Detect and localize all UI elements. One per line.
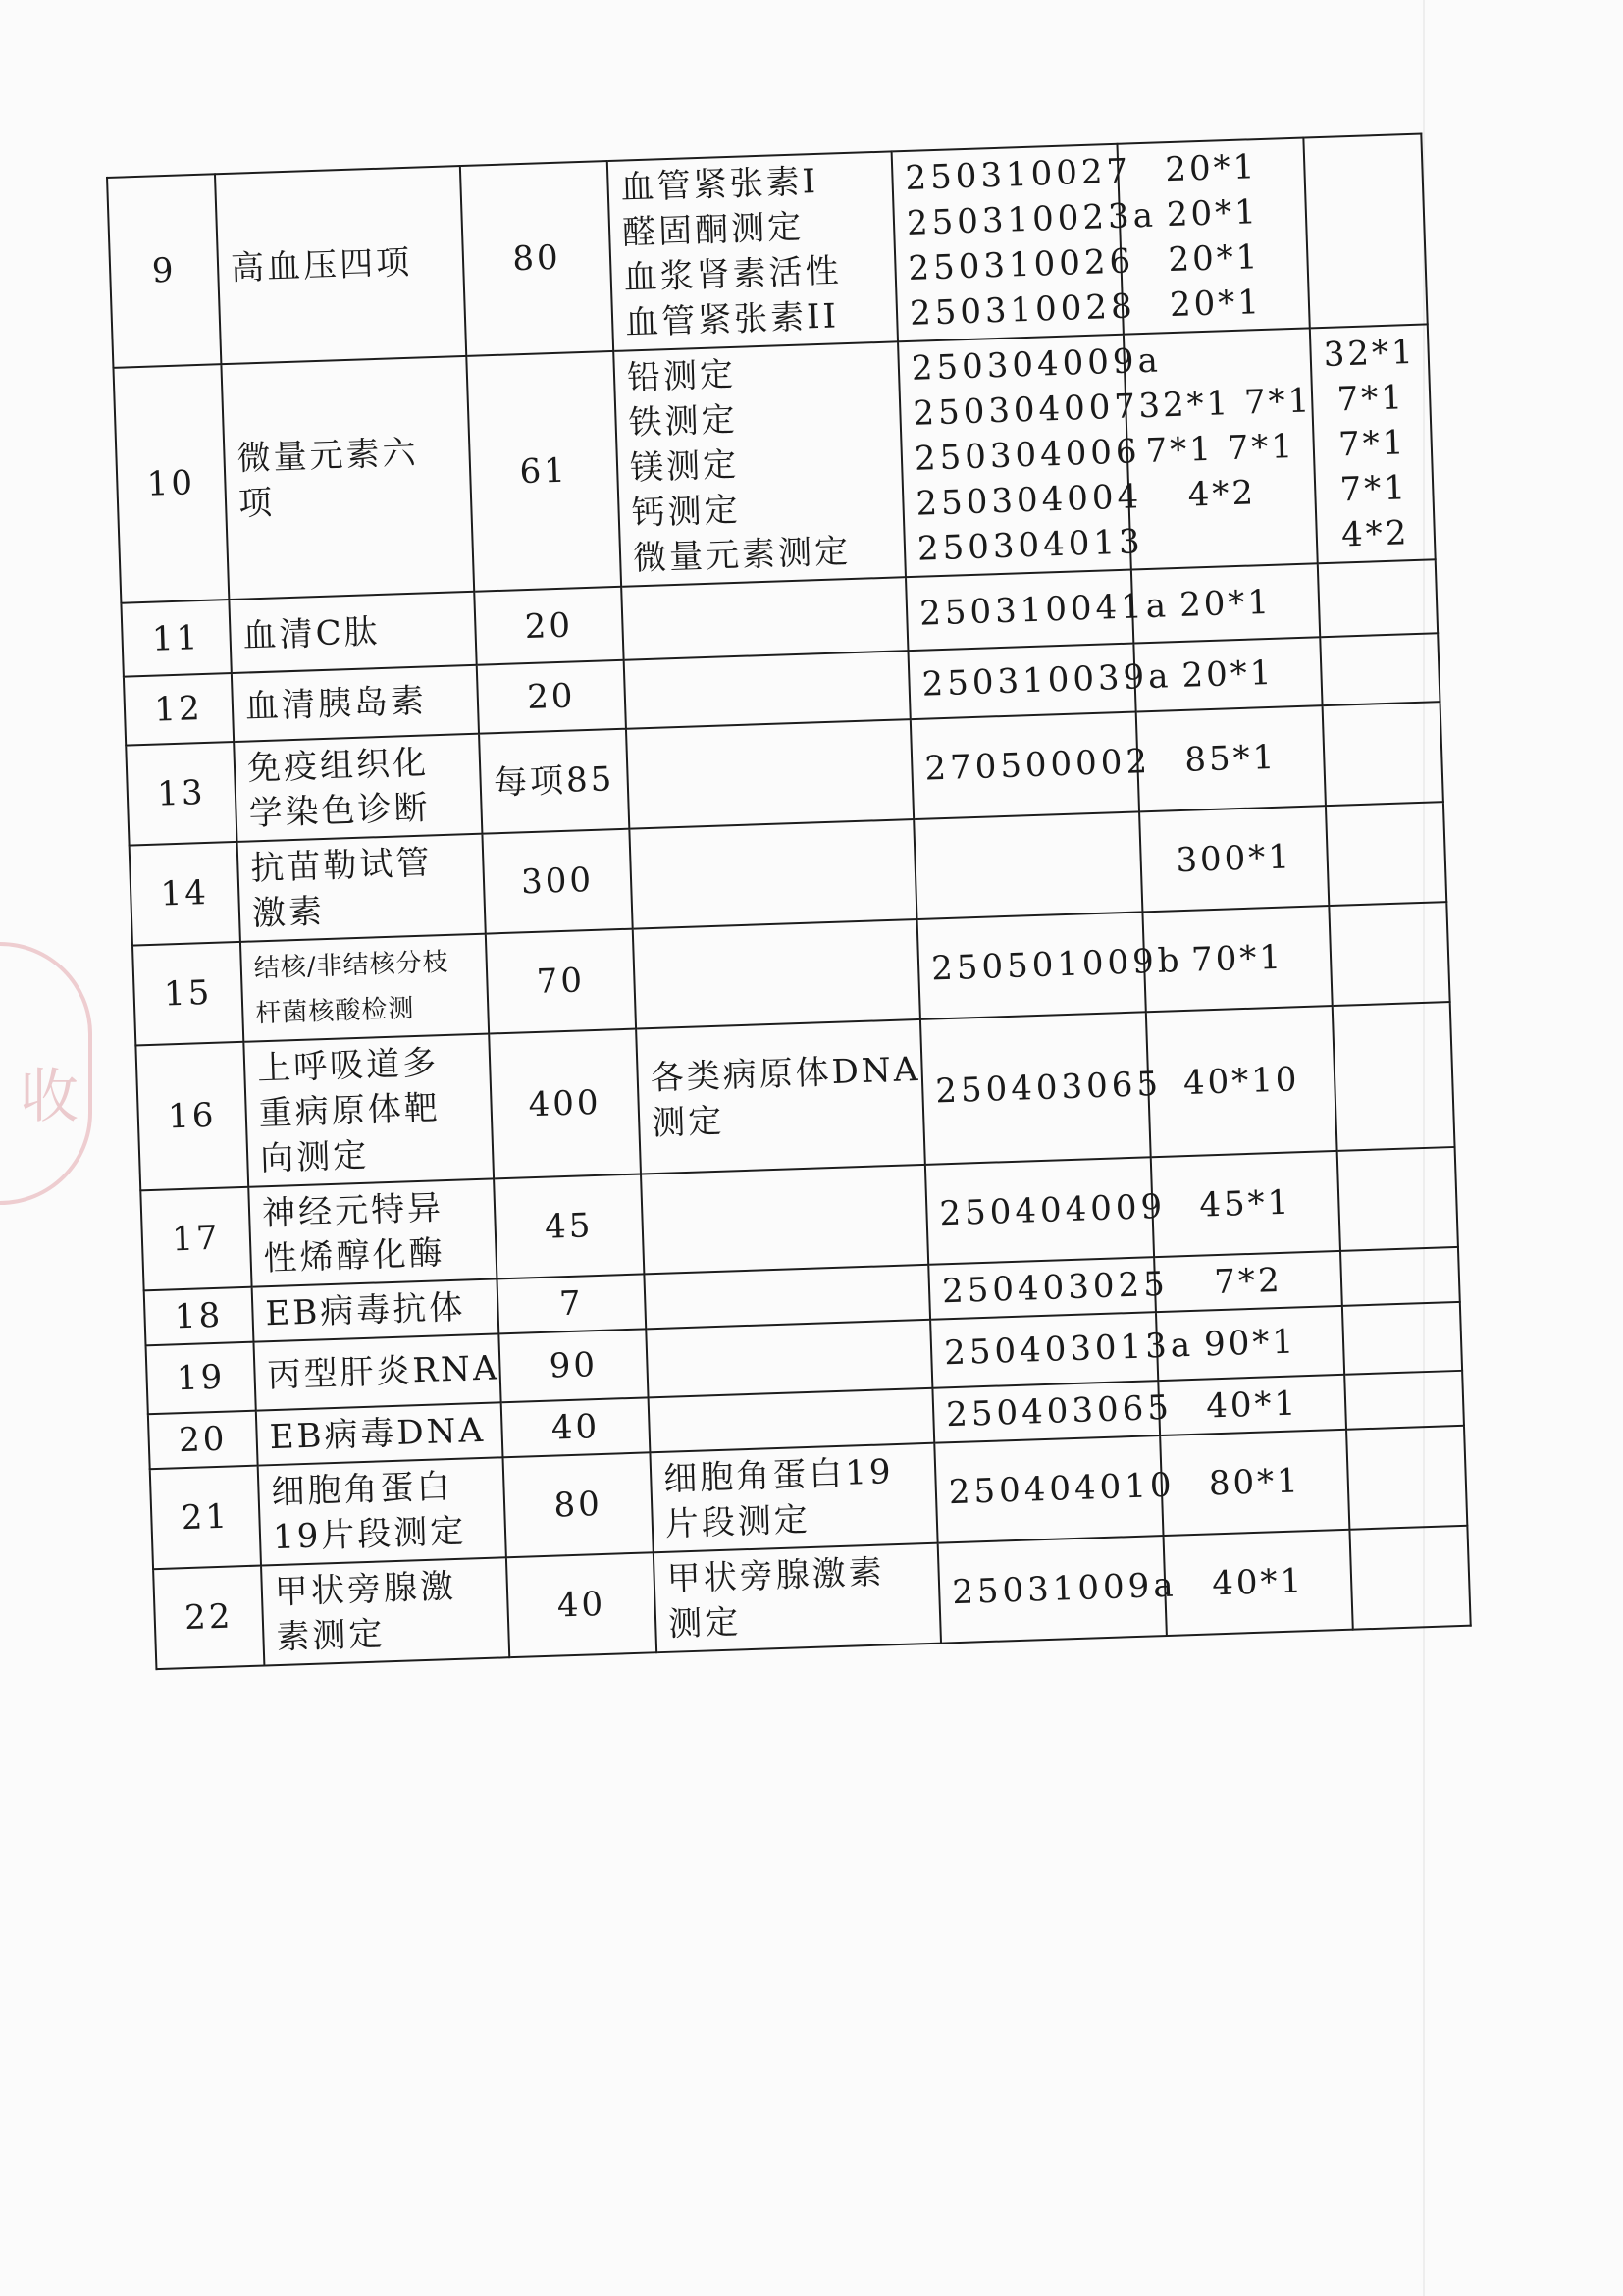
- item-extra: [1326, 802, 1446, 906]
- item-quantity-line: 20*1: [1178, 582, 1273, 625]
- item-code: [928, 1257, 1170, 1320]
- item-price: 90: [498, 1329, 648, 1402]
- item-content-line: 测定: [651, 1101, 725, 1144]
- item-quantity-line: 7*2: [1213, 1260, 1283, 1303]
- item-code: [930, 1312, 1195, 1388]
- item-content: [644, 1265, 930, 1330]
- fee-table-wrapper: [106, 133, 1472, 1671]
- item-name: [253, 1333, 500, 1410]
- item-code-line: 250403065: [934, 1064, 1163, 1112]
- item-name-line: 19片段测定: [272, 1511, 467, 1558]
- item-quantity-line: 80*1: [1208, 1461, 1302, 1504]
- item-name-line: 细胞角蛋白: [270, 1467, 454, 1513]
- item-price: 40: [501, 1397, 651, 1457]
- item-name-line: EB病毒DNA: [269, 1410, 487, 1458]
- item-code-line: 250304004: [915, 477, 1143, 524]
- item-code-line: 250310039a: [920, 656, 1174, 704]
- item-code-line: 250304007: [912, 387, 1140, 434]
- item-quantity: [1151, 1151, 1340, 1257]
- item-quantity-line: 90*1: [1203, 1322, 1297, 1365]
- item-content-line: 片段测定: [664, 1499, 812, 1544]
- item-name-line: 高血压四项: [230, 242, 413, 288]
- row-number: 10: [113, 364, 229, 603]
- item-name-line: 素测定: [275, 1614, 387, 1658]
- item-code: [938, 1536, 1178, 1644]
- item-content: [621, 577, 908, 660]
- item-extra-line: 7*1: [1337, 423, 1408, 465]
- item-quantity-line: 20*1: [1180, 652, 1276, 696]
- item-content-line: 各类病原体DNA: [650, 1049, 921, 1099]
- item-price: 7: [497, 1274, 646, 1333]
- table-row: [113, 324, 1435, 602]
- item-extra: [1333, 1002, 1455, 1151]
- item-quantity: [1154, 1251, 1342, 1312]
- item-name: [237, 834, 486, 942]
- item-name-line: 重病原体靶: [258, 1088, 442, 1134]
- fee-table-body: [107, 134, 1471, 1670]
- item-code-line: 250310026: [907, 241, 1135, 288]
- item-quantity: [1158, 1375, 1346, 1435]
- item-content: [649, 1388, 935, 1453]
- item-quantity-line: 4*2: [1187, 473, 1257, 515]
- item-content-line: 铅测定: [626, 354, 737, 398]
- item-extra-line: 32*1: [1323, 332, 1417, 375]
- item-quantity: [1146, 1006, 1337, 1157]
- item-name-line: 激素: [251, 892, 326, 934]
- item-price: 80: [460, 161, 613, 356]
- item-code-line: 25031009a: [951, 1565, 1178, 1613]
- item-code: [911, 711, 1152, 819]
- item-extra: [1344, 1371, 1464, 1430]
- item-name-line: 血清胰岛素: [244, 681, 428, 727]
- item-code: [917, 912, 1184, 1019]
- item-name: [256, 1402, 503, 1465]
- item-content-line: 血管紧张素I: [620, 161, 819, 208]
- row-number: 17: [140, 1187, 251, 1291]
- item-content: [633, 919, 920, 1029]
- item-content-line: 血浆肾素活性: [623, 251, 843, 298]
- item-name-line: 性烯醇化酶: [263, 1233, 446, 1279]
- item-name: [261, 1557, 509, 1665]
- item-quantity-line: 20*1: [1169, 283, 1263, 326]
- item-name: [252, 1278, 499, 1341]
- row-number: 14: [130, 842, 240, 946]
- row-number: 12: [124, 673, 234, 746]
- item-quantity-line: 40*1: [1205, 1383, 1299, 1427]
- item-quantity-line: 45*1: [1198, 1182, 1292, 1226]
- item-extra: [1323, 702, 1443, 806]
- item-name-line: 神经元特异: [261, 1188, 445, 1234]
- item-quantity-line: 85*1: [1183, 737, 1278, 780]
- item-extra: [1349, 1526, 1470, 1630]
- item-code-line: 250304013: [916, 522, 1145, 569]
- row-number: 20: [148, 1411, 258, 1470]
- red-seal-stamp-glyph: 收: [20, 1063, 79, 1131]
- item-name-line: 血清C肽: [241, 611, 382, 656]
- item-name: [248, 1178, 497, 1286]
- item-extra-line: 4*2: [1340, 513, 1411, 555]
- item-extra: [1310, 324, 1436, 563]
- item-code-line: 270500002: [923, 742, 1152, 789]
- item-code-line: 250404009: [938, 1186, 1167, 1234]
- item-price: 61: [466, 351, 621, 592]
- item-code: [906, 570, 1171, 652]
- item-quantity: [1117, 138, 1309, 335]
- item-name-line: 项: [237, 483, 276, 524]
- item-name-line: 丙型肝炎RNA: [266, 1348, 501, 1396]
- item-name: [243, 1034, 494, 1187]
- item-price: 400: [489, 1029, 641, 1179]
- item-name: [240, 934, 489, 1042]
- item-quantity-line: 40*10: [1182, 1060, 1301, 1104]
- item-content: [636, 1019, 925, 1174]
- item-price: 70: [486, 929, 636, 1034]
- item-quantity-line: 7*1 7*1: [1145, 426, 1296, 472]
- item-code: [925, 1157, 1167, 1265]
- item-name-line: 上呼吸道多: [256, 1043, 440, 1089]
- item-code-line: 250403013a: [943, 1325, 1195, 1374]
- item-price: 每项85: [479, 729, 629, 834]
- item-name: [258, 1457, 506, 1565]
- item-extra: [1342, 1302, 1462, 1375]
- item-content-line: 测定: [667, 1602, 742, 1644]
- row-number: 21: [150, 1466, 261, 1570]
- row-number: 11: [121, 600, 231, 677]
- fee-table: [106, 133, 1472, 1671]
- item-extra: [1320, 633, 1440, 705]
- item-code-line: 250501009b: [930, 941, 1184, 989]
- item-code-line: 250310028: [909, 287, 1137, 334]
- item-extra: [1303, 134, 1427, 329]
- item-extra: [1329, 902, 1449, 1006]
- item-code-line: 250403065: [945, 1387, 1174, 1435]
- item-extra: [1346, 1426, 1467, 1530]
- row-number: 22: [153, 1566, 264, 1670]
- row-number: 19: [146, 1342, 256, 1415]
- item-content: [641, 1165, 928, 1275]
- item-price: 40: [506, 1552, 656, 1657]
- item-content: [650, 1443, 937, 1553]
- item-content: [624, 651, 911, 729]
- item-content: [629, 819, 916, 929]
- item-content-line: 细胞角蛋白19: [662, 1452, 895, 1499]
- item-content: [654, 1543, 941, 1653]
- item-price: 20: [474, 587, 623, 665]
- item-name-line: 微量元素六: [236, 433, 420, 479]
- item-code-line: 250404010: [948, 1465, 1177, 1513]
- item-code-line: 250310023a: [906, 195, 1158, 243]
- row-number: 9: [107, 174, 221, 368]
- item-content: [613, 341, 906, 586]
- item-content-line: 血管紧张素II: [624, 296, 840, 343]
- item-quantity-line: 20*1: [1166, 192, 1260, 235]
- item-quantity: [1164, 1530, 1353, 1636]
- item-price: 80: [503, 1452, 654, 1557]
- item-quantity-line: 20*1: [1167, 237, 1261, 281]
- item-quantity-line: 40*1: [1211, 1561, 1305, 1604]
- item-price: 45: [494, 1174, 644, 1278]
- item-extra: [1340, 1247, 1460, 1306]
- item-quantity-line: 32*1 7*1: [1137, 381, 1313, 427]
- item-content: [646, 1320, 932, 1398]
- item-name-line: 学染色诊断: [247, 788, 432, 834]
- item-name: [221, 356, 474, 600]
- item-name-line: 抗苗勒试管: [249, 843, 434, 889]
- row-number: 16: [135, 1042, 248, 1191]
- item-name: [232, 665, 479, 742]
- item-quantity: [1139, 806, 1329, 912]
- item-code-line: 250304009a: [911, 340, 1163, 389]
- item-code: [920, 1012, 1163, 1165]
- row-number: 15: [132, 942, 243, 1046]
- item-name: [229, 592, 476, 673]
- item-code: [932, 1381, 1174, 1443]
- item-name-line: 甲状旁腺激: [274, 1566, 457, 1613]
- item-code: [898, 335, 1163, 577]
- item-price: 20: [477, 660, 626, 734]
- item-content-line: 镁测定: [629, 444, 740, 489]
- item-extra-line: 7*1: [1335, 378, 1406, 420]
- item-content-line: 钙测定: [631, 490, 742, 534]
- item-content-line: 微量元素测定: [632, 532, 852, 579]
- item-content: [607, 151, 898, 351]
- item-content-line: 铁测定: [627, 399, 739, 444]
- item-quantity-line: 70*1: [1190, 937, 1284, 980]
- item-content-line: 甲状旁腺激素: [666, 1552, 886, 1599]
- item-name: [234, 734, 482, 842]
- item-quantity: [1160, 1430, 1349, 1536]
- item-content-line: 醛固酮测定: [621, 207, 805, 253]
- item-quantity-line: 20*1: [1164, 147, 1258, 190]
- item-name: [215, 166, 466, 364]
- item-name-line: 免疫组织化: [246, 743, 430, 789]
- item-code: [908, 644, 1174, 720]
- item-code: [914, 811, 1142, 919]
- item-content: [626, 719, 914, 829]
- row-number: 18: [144, 1287, 254, 1346]
- row-number: 13: [126, 742, 236, 846]
- item-quantity-line: 300*1: [1175, 837, 1293, 881]
- item-name-line: EB病毒抗体: [264, 1287, 466, 1334]
- item-extra-line: 7*1: [1338, 468, 1409, 510]
- item-price: 300: [482, 829, 632, 934]
- item-name-line: 杆菌核酸检测: [254, 994, 415, 1029]
- item-name-line: 结核/非结核分枝: [253, 947, 450, 984]
- item-code-line: 250403025: [941, 1264, 1170, 1312]
- item-name-line: 向测定: [259, 1135, 370, 1179]
- item-code-line: 250310041a: [918, 585, 1171, 634]
- item-code-line: 250304006: [914, 432, 1142, 479]
- item-code: [892, 144, 1158, 342]
- item-quantity: [1136, 705, 1326, 811]
- item-code: [934, 1435, 1177, 1543]
- item-extra: [1318, 559, 1438, 637]
- item-extra: [1337, 1147, 1458, 1251]
- item-code-line: 250310027: [904, 151, 1132, 198]
